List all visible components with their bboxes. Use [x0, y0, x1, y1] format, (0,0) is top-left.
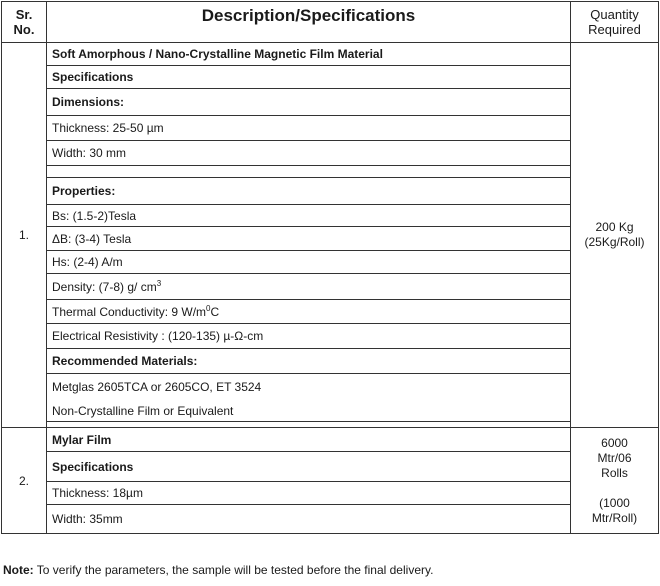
item1-properties: Properties:: [47, 178, 571, 205]
no-label: No.: [13, 22, 35, 37]
item1-thickness: Thickness: 25-50 µm: [47, 116, 571, 141]
delivery-note: [3, 563, 433, 577]
item1-specifications: Specifications: [47, 66, 571, 89]
sr-label: Sr.: [15, 7, 33, 22]
required-label: Required: [588, 22, 641, 37]
item2-qty-line2: Mtr/06: [597, 450, 632, 465]
item1-recommended: Recommended Materials:: [47, 349, 571, 374]
table-row: [2, 141, 659, 166]
header-row: [2, 2, 659, 43]
quantity-header: [571, 2, 659, 43]
density-exponent: 3: [156, 278, 162, 288]
table-row: [2, 401, 659, 422]
item1-bs: Bs: (1.5-2)Tesla: [47, 205, 571, 227]
item2-width: Width: 35mm: [47, 505, 571, 534]
item2-quantity: [571, 428, 659, 534]
item1-title: Soft Amorphous / Nano-Crystalline Magnetic Film Material: [47, 43, 571, 66]
thermal-text: Thermal Conductivity: 9 W/m: [52, 304, 207, 319]
item1-dimensions: Dimensions:: [47, 89, 571, 116]
description-header: Description/Specifications: [47, 2, 571, 43]
item2-thickness: Thickness: 18µm: [47, 482, 571, 505]
thermal-unit: C: [210, 304, 220, 319]
table-row: [2, 300, 659, 324]
sr-no-header: [2, 2, 47, 43]
table-row: [2, 349, 659, 374]
table-row: [2, 205, 659, 227]
table-row: [2, 505, 659, 534]
item2-qty-line1: 6000: [601, 435, 628, 450]
item1-density: [47, 274, 571, 300]
table-row: [2, 66, 659, 89]
table-row: [2, 452, 659, 482]
spacer-cell: [47, 166, 571, 178]
thermal-exponent: 0: [206, 303, 211, 313]
table-row: [2, 116, 659, 141]
item2-specifications: Specifications: [47, 452, 571, 482]
table-row: [2, 374, 659, 401]
table-row: [2, 251, 659, 274]
item1-resistivity: Electrical Resistivity : (120-135) µ-Ω-cm: [47, 324, 571, 349]
table-row: [2, 178, 659, 205]
item1-number: 1.: [2, 43, 47, 428]
density-text: Density: (7-8) g/ cm: [52, 279, 157, 294]
item1-thermal: [47, 300, 571, 324]
table-row: [2, 324, 659, 349]
table-row: [2, 89, 659, 116]
item1-material2: Non-Crystalline Film or Equivalent: [47, 401, 571, 422]
note-label: Note:: [3, 563, 34, 577]
table-row: [2, 428, 659, 452]
table-row: [2, 166, 659, 178]
item1-qty-line1: 200 Kg: [595, 220, 634, 234]
table-row: [2, 274, 659, 300]
item1-width: Width: 30 mm: [47, 141, 571, 166]
item1-delta-b: ΔB: (3-4) Tesla: [47, 227, 571, 251]
quantity-label: Quantity: [590, 7, 639, 22]
item1-material1: Metglas 2605TCA or 2605CO, ET 3524: [47, 374, 571, 401]
item1-quantity: [571, 43, 659, 428]
item2-title: Mylar Film: [47, 428, 571, 452]
item2-number: 2.: [2, 428, 47, 534]
table-row: [2, 482, 659, 505]
item2-qty-line4: (1000: [599, 495, 630, 510]
note-text: To verify the parameters, the sample will be tested before the final delivery.: [33, 563, 434, 577]
specification-table: [1, 1, 659, 534]
item2-qty-line3: Rolls: [601, 465, 628, 480]
table-row: [2, 43, 659, 66]
item1-hs: Hs: (2-4) A/m: [47, 251, 571, 274]
table-row: [2, 227, 659, 251]
item1-qty-line2: (25Kg/Roll): [584, 235, 645, 249]
item2-qty-line5: Mtr/Roll): [591, 510, 638, 525]
